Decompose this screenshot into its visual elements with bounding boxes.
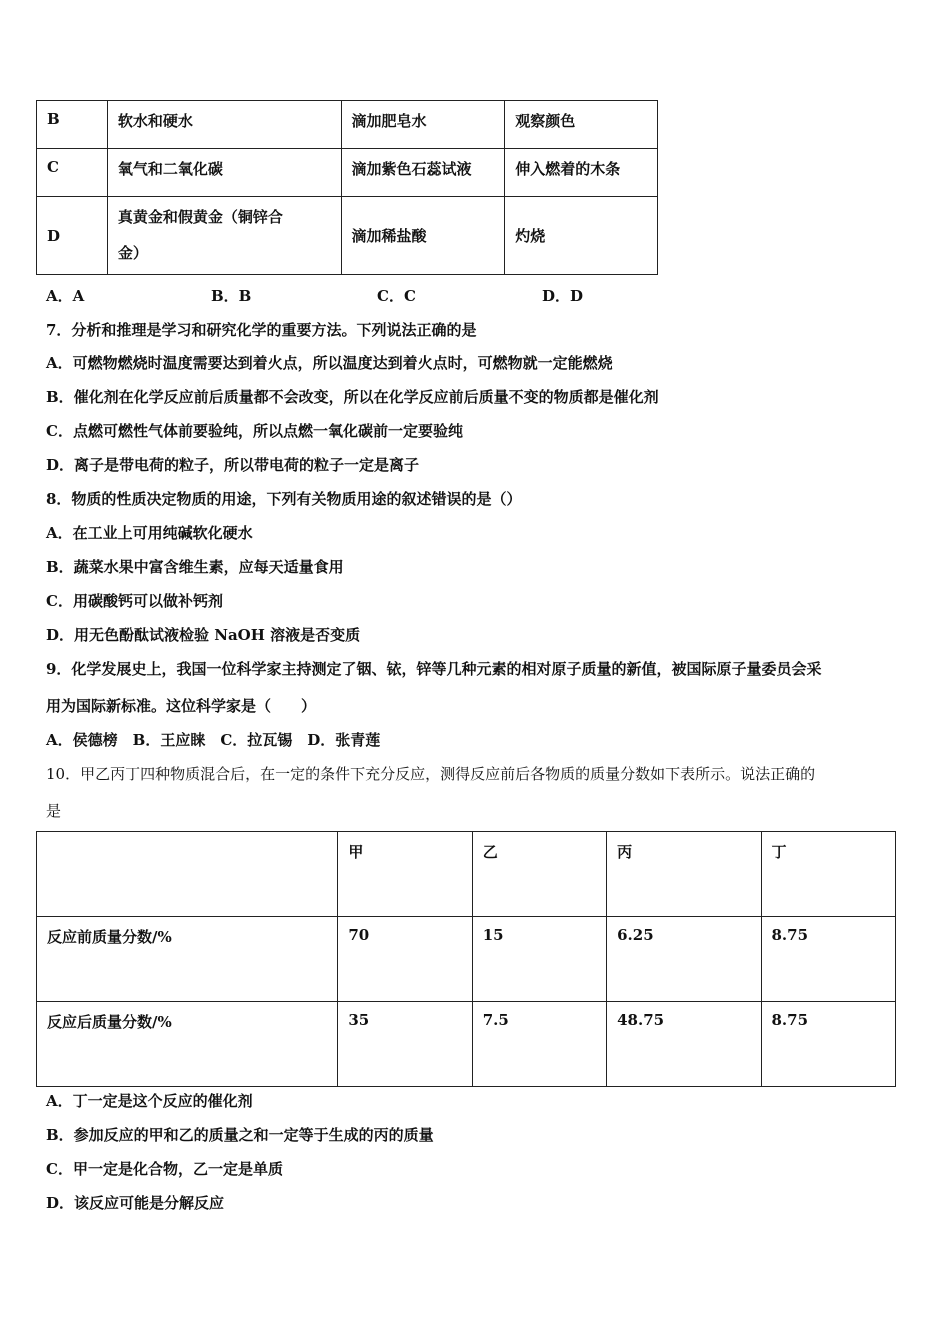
q10-option-d: D．该反应可能是分解反应 [46,1194,225,1212]
table-header-row [37,832,896,917]
header-cell: 乙 [472,832,606,917]
row-method1: 滴加紫色石蕊试液 [341,149,505,197]
q9-options: A．侯德榜 B．王应睐 C．拉瓦锡 D．张青莲 [46,731,381,749]
row-method2: 灼烧 [505,197,658,275]
q6-option-b: B．B [211,287,252,305]
q7-option-d: D．离子是带电荷的粒子，所以带电荷的粒子一定是离子 [46,456,420,474]
table-cell: 48.75 [607,1002,761,1087]
row-label: C [37,149,108,197]
table-row [37,917,896,1002]
table-row [37,197,658,275]
q10-stem-line1: 10．甲乙丙丁四种物质混合后，在一定的条件下充分反应，测得反应前后各物质的质量分数如下表所示。说法正确的 [46,765,816,783]
q9-stem-line1: 9．化学发展史上，我国一位科学家主持测定了铟、铱，锌等几种元素的相对原子质量的新值，被国际原子量委员会采 [46,660,822,678]
row-items [107,197,341,275]
table-cell: 6.25 [607,917,761,1002]
question6-table [36,100,658,275]
row-items-line2: 金） [117,244,148,262]
q8-option-b: B．蔬菜水果中富含维生素，应每天适量食用 [46,558,344,576]
header-cell [37,832,338,917]
header-cell: 甲 [338,832,472,917]
q10-option-c: C．甲一定是化合物，乙一定是单质 [46,1160,283,1178]
header-cell: 丙 [607,832,761,917]
row-items: 软水和硬水 [107,101,341,149]
q7-stem: 7．分析和推理是学习和研究化学的重要方法。下列说法正确的是 [46,321,477,339]
table-cell: 15 [472,917,606,1002]
q6-option-c: C．C [377,287,416,305]
q6-options [46,285,583,306]
header-cell: 丁 [761,832,896,917]
table-cell: 70 [338,917,472,1002]
table-cell: 7.5 [472,1002,606,1087]
row-method2: 观察颜色 [505,101,658,149]
row-method2: 伸入燃着的木条 [505,149,658,197]
q9-stem-line2: 用为国际新标准。这位科学家是（ ） [46,697,317,715]
question10-table [36,831,896,1087]
table-cell: 8.75 [761,917,896,1002]
q7-option-a: A．可燃物燃烧时温度需要达到着火点，所以温度达到着火点时，可燃物就一定能燃烧 [46,354,613,372]
q8-option-c: C．用碳酸钙可以做补钙剂 [46,592,223,610]
table-cell: 反应后质量分数/% [37,1002,338,1087]
row-label: D [37,197,108,275]
table-row [37,149,658,197]
row-method1: 滴加肥皂水 [341,101,505,149]
q10-option-b: B．参加反应的甲和乙的质量之和一定等于生成的丙的质量 [46,1126,434,1144]
q8-stem: 8．物质的性质决定物质的用途，下列有关物质用途的叙述错误的是（） [46,490,522,508]
row-method1: 滴加稀盐酸 [341,197,505,275]
row-items-line1: 真黄金和假黄金（铜锌合 [117,208,283,226]
q7-option-c: C．点燃可燃性气体前要验纯，所以点燃一氧化碳前一定要验纯 [46,422,463,440]
q6-option-a: A．A [46,287,85,305]
q7-option-b: B．催化剂在化学反应前后质量都不会改变，所以在化学反应前后质量不变的物质都是催化剂 [46,388,659,406]
row-items: 氧气和二氧化碳 [107,149,341,197]
table-row [37,101,658,149]
q8-option-d: D．用无色酚酞试液检验 NaOH 溶液是否变质 [46,626,361,644]
table-cell: 反应前质量分数/% [37,917,338,1002]
q8-option-a: A．在工业上可用纯碱软化硬水 [46,524,253,542]
row-label: B [37,101,108,149]
table-cell: 8.75 [761,1002,896,1087]
q10-stem-line2: 是 [46,802,62,820]
table-cell: 35 [338,1002,472,1087]
q6-option-d: D．D [542,287,584,305]
table-row [37,1002,896,1087]
q10-option-a: A．丁一定是这个反应的催化剂 [46,1092,253,1110]
